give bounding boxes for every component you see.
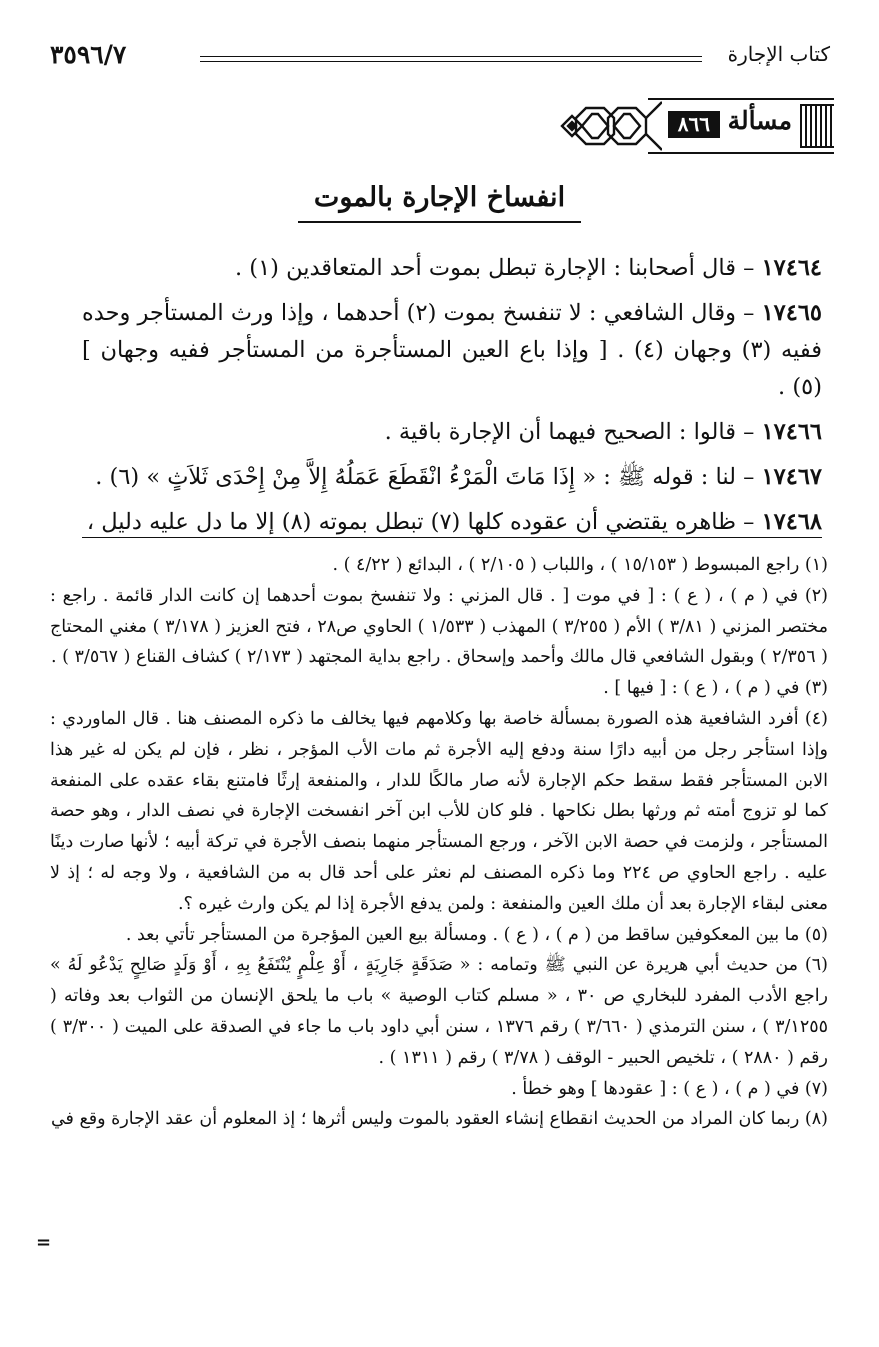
footnote: (٥) ما بين المعكوفين ساقط من ( م ) ، ( ع ) . ومسألة بيع العين المؤجرة من المستأجر تأتي بعد . — [125, 924, 828, 945]
paragraph-number: ١٧٤٦٨ — [761, 509, 822, 535]
running-header — [50, 40, 830, 80]
issue-number: ٨٦٦ — [668, 111, 720, 138]
paragraph-text: – ظاهره يقتضي أن عقوده كلها (٧) تبطل بموته (٨) إلا ما دل عليه دليل ، — [86, 509, 755, 535]
paragraph — [82, 250, 822, 287]
ornament-icon — [552, 100, 662, 152]
footnote: (٣) في ( م ) ، ( ع ) : [ فيها ] . — [603, 678, 828, 699]
paragraph — [82, 414, 822, 451]
footnote: (٧) في ( م ) ، ( ع ) : [ عقودها ] وهو خطأ . — [511, 1078, 828, 1099]
paragraph-text: – قال أصحابنا : الإجارة تبطل بموت أحد المتعاقدين (١) . — [234, 255, 755, 281]
paragraph-number: ١٧٤٦٥ — [761, 300, 822, 326]
footnote: (١) راجع المبسوط ( ١٥/١٥٣ ) ، واللباب ( ٢/١٠٥ ) ، البدائع ( ٤/٢٢ ) . — [332, 555, 828, 575]
paragraph — [82, 459, 822, 496]
paragraph-number: ١٧٤٦٧ — [761, 464, 822, 490]
book-title: كتاب الإجارة — [727, 42, 830, 66]
header-rule — [200, 56, 702, 57]
issue-banner — [552, 98, 834, 154]
section-title-wrap — [0, 182, 879, 223]
footnote: (٤) أفرد الشافعية هذه الصورة بمسألة خاصة بها وكلامهم فيها يخالف ما ذكره المصنف هنا . قال الماوردي : وإذا استأجر رجل من أبيه دارًا سنة ودفع إليه الأجرة ثم مات الأب المؤجر ، نظر ، فإن لم يكن له غير هذا الابن المستأجر فقط سقط حكم الإجارة لأنه صار مالكًا للدار ، والمنفعة إرثًا فامتنع بقاء عقده على المنفعة كما لو تزوج أمته ثم ورثها بطل نكاحها . فلو كان للأب ابن آخر انفسخت الإجارة في نصف الدار ، وهو حصة المستأجر ، ولزمت في حصة الابن الآخر ، ورجع المستأجر منهما بنصف الأجرة في تركة أبيه ؛ لأنها صارت دينًا عليه . راجع الحاوي ص ٢٢٤ وما ذكره المصنف لم نعثر على أحد قال به من الشافعية ، ولا وجه له ؛ إذ لا معنى لبقاء الإجارة بعد أن ملك العين والمنفعة : ولمن يدفع الأجرة إذا لم يكن وارث غيره ؟. — [50, 708, 828, 914]
paragraph-text: – قالوا : الصحيح فيهما أن الإجارة باقية . — [384, 419, 755, 445]
continuation-mark: = — [36, 1232, 52, 1253]
paragraph-text: – وقال الشافعي : لا تنفسخ بموت (٢) أحدهما ، وإذا ورث المستأجر وحده ففيه (٣) وجهان (٤) . [ وإذا باع العين المستأجرة من المستأجر ففيه وجهان ] (٥) . — [81, 300, 823, 400]
header-rule-2 — [200, 61, 702, 62]
page-number: ٣٥٩٦/٧ — [50, 40, 127, 69]
paragraph-number: ١٧٤٦٦ — [761, 419, 822, 445]
footnotes — [50, 550, 828, 1135]
footnote-separator — [82, 537, 822, 538]
footnote: (٢) في ( م ) ، ( ع ) : [ في موت [ . قال المزني : ولا تنفسخ بموت أحدهما إن كانت الدار قائمة . راجع : مختصر المزني ( ٣/٨١ ) الأم ( ٣/٢٥٥ ) المهذب ( ١/٥٣٣ ) الحاوي ص٢٨ ، فتح العزيز ( ٣/١٧٨ ) مغني المحتاج ( ٢/٣٥٦ ) وبقول الشافعي قال مالك وأحمد وإسحاق . راجع بداية المجتهد ( ٢/١٧٣ ) كشاف القناع ( ٣/٥٦٧ ) . — [50, 585, 828, 668]
paragraph — [82, 504, 822, 541]
paragraph — [82, 295, 822, 406]
section-title: انفساخ الإجارة بالموت — [298, 182, 581, 223]
footnote: (٦) من حديث أبي هريرة عن النبي ﷺ وتمامه : « صَدَقَةٍ جَارِيَةٍ ، أَوْ عِلْمٍ يُنْتَفَعُ بِهِ ، أَوْ وَلَدٍ صَالِحٍ يَدْعُو لَهُ » راجع الأدب المفرد للبخاري ص ٣٠ ، « مسلم كتاب الوصية » باب ما يلحق الإنسان من الثواب بعد وفاته ( ٣/١٢٥٥ ) ، سنن الترمذي ( ٣/٦٦٠ ) رقم ١٣٧٦ ، سنن أبي داود باب ما جاء في الصدقة على الميت ( ٣/٣٠٠ ) رقم ( ٢٨٨٠ ) ، تلخيص الحبير - الوقف ( ٣/٧٨ ) رقم ( ١٣١١ ) . — [50, 955, 829, 1068]
issue-label: مسألة — [727, 106, 792, 135]
banner-stripes — [800, 104, 834, 148]
footnote: (٨) ربما كان المراد من الحديث انقطاع إنشاء العقود بالموت وليس أثرها ؛ إذ المعلوم أن عقد الإجارة وقع في — [50, 1109, 828, 1130]
paragraph-text: – لنا : قوله ﷺ : « إِذَا مَاتَ الْمَرْءُ انْقَطَعَ عَمَلُهُ إِلاَّ مِنْ إِحْدَى ثَلاَثٍ » (٦) . — [95, 464, 755, 490]
paragraph-number: ١٧٤٦٤ — [761, 255, 822, 281]
main-text — [82, 250, 822, 549]
